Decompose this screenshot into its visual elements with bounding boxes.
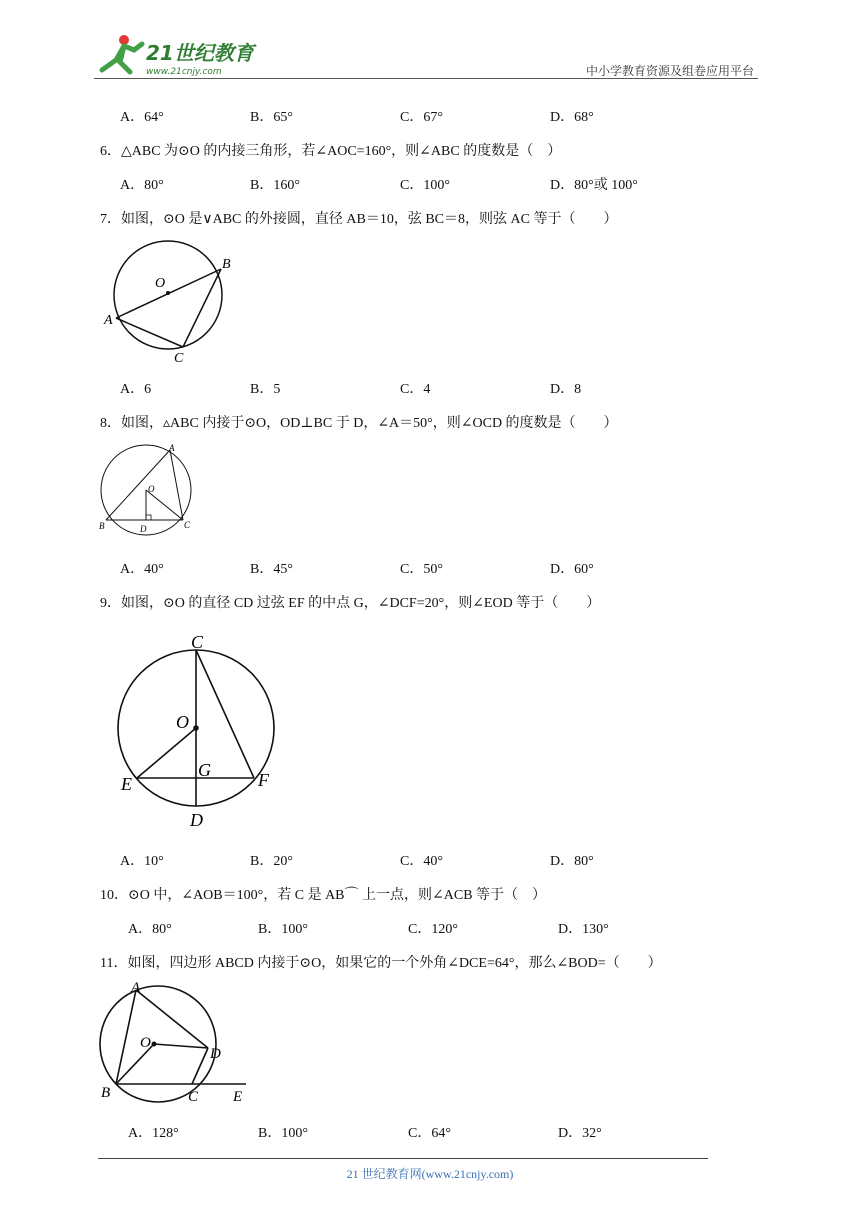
q11-option-c[interactable]: C．64° — [408, 1126, 451, 1141]
platform-name: 中小学教育资源及组卷应用平台 — [585, 64, 754, 78]
q6-option-d[interactable]: D．80°或 100° — [550, 178, 638, 193]
q5-option-a[interactable]: A．64° — [120, 110, 164, 125]
svg-text:E: E — [121, 774, 132, 794]
q8-option-d[interactable]: D．60° — [550, 562, 594, 577]
q10-option-b[interactable]: B．100° — [258, 922, 308, 937]
svg-text:E: E — [233, 1089, 243, 1104]
svg-text:B: B — [222, 257, 231, 272]
q6-option-b[interactable]: B．160° — [250, 178, 300, 193]
q9-option-d[interactable]: D．80° — [550, 854, 594, 869]
footer-link[interactable]: 21 世纪教育网(www.21cnjy.com) — [346, 1167, 514, 1181]
q11-option-b[interactable]: B．100° — [258, 1126, 308, 1141]
q8-figure — [98, 442, 194, 545]
svg-text:C: C — [184, 520, 191, 530]
q8-option-b[interactable]: B．45° — [250, 562, 293, 577]
svg-text:F: F — [258, 770, 269, 790]
q8-option-c[interactable]: C．50° — [400, 562, 443, 577]
q11-option-d[interactable]: D．32° — [558, 1126, 602, 1141]
svg-text:D: D — [140, 524, 147, 534]
svg-text:A: A — [131, 980, 141, 996]
q7-option-c[interactable]: C．4 — [400, 382, 431, 397]
svg-text:O: O — [155, 276, 166, 291]
q10-option-c[interactable]: C．120° — [408, 922, 458, 937]
q6-option-c[interactable]: C．100° — [400, 178, 450, 193]
q7-figure — [100, 238, 235, 373]
q8-stem: 8．如图，▵ABC 内接于⊙O，OD⊥BC 于 D，∠A＝50°，则∠OCD 的度数是（ ） — [100, 416, 618, 431]
svg-text:G: G — [198, 760, 211, 780]
svg-text:21世纪教育: 21世纪教育 — [146, 41, 254, 65]
svg-text:B: B — [101, 1085, 111, 1101]
svg-text:C: C — [191, 632, 204, 652]
runner-icon — [102, 35, 142, 72]
svg-text:A: A — [169, 443, 175, 453]
q10-stem: 10．⊙O 中，∠AOB＝100°，若 C 是 AB⌒ 上一点，则∠ACB 等于（ ） — [100, 888, 547, 903]
q9-option-c[interactable]: C．40° — [400, 854, 443, 869]
svg-text:O: O — [176, 712, 189, 732]
q11-stem: 11．如图，四边形 ABCD 内接于⊙O，如果它的一个外角∠DCE=64°，那么∠BOD=（ ） — [100, 956, 662, 971]
q11-option-a[interactable]: A．128° — [128, 1126, 179, 1141]
q5-option-d[interactable]: D．68° — [550, 110, 594, 125]
q5-option-c[interactable]: C．67° — [400, 110, 443, 125]
site-logo — [94, 30, 264, 80]
q9-stem: 9．如图，⊙O 的直径 CD 过弦 EF 的中点 G，∠DCF=20°，则∠EOD 等于（ ） — [100, 596, 601, 611]
svg-text:B: B — [99, 521, 105, 531]
q9-option-a[interactable]: A．10° — [120, 854, 164, 869]
svg-text:D: D — [210, 1046, 221, 1062]
svg-text:A: A — [104, 313, 113, 328]
q6-option-a[interactable]: A．80° — [120, 178, 164, 193]
q9-option-b[interactable]: B．20° — [250, 854, 293, 869]
header-divider — [94, 78, 758, 79]
q5-option-b[interactable]: B．65° — [250, 110, 293, 125]
q7-stem: 7．如图，⊙O 是∨ABC 的外接圆，直径 AB＝10，弦 BC＝8，则弦 AC 等于（ ） — [100, 212, 618, 227]
svg-text:C: C — [188, 1089, 199, 1104]
footer-divider — [98, 1158, 708, 1159]
svg-text:www.21cnjy.com: www.21cnjy.com — [146, 67, 222, 77]
svg-text:D: D — [190, 810, 203, 830]
q7-option-d[interactable]: D．8 — [550, 382, 582, 397]
q7-option-b[interactable]: B．5 — [250, 382, 281, 397]
svg-text:O: O — [140, 1035, 151, 1051]
svg-text:O: O — [148, 484, 155, 494]
q8-option-a[interactable]: A．40° — [120, 562, 164, 577]
q9-figure — [112, 628, 282, 838]
q6-stem: 6．△ABC 为⊙O 的内接三角形，若∠AOC=160°，则∠ABC 的度数是（ ） — [100, 144, 562, 159]
q10-option-a[interactable]: A．80° — [128, 922, 172, 937]
q10-option-d[interactable]: D．130° — [558, 922, 609, 937]
q7-option-a[interactable]: A．6 — [120, 382, 152, 397]
svg-text:C: C — [174, 351, 184, 366]
q11-figure — [96, 980, 256, 1109]
